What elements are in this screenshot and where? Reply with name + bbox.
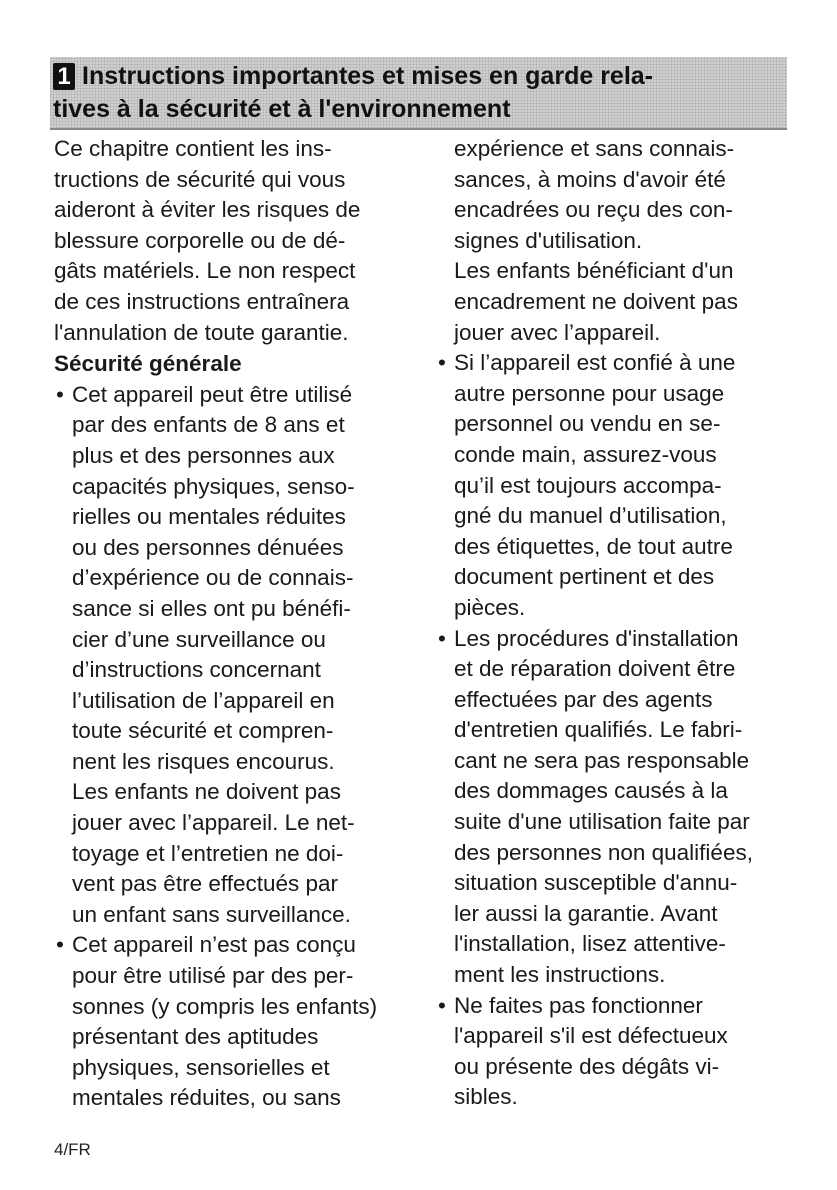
text-line: blessure corporelle ou de dé- [54, 227, 346, 253]
text-line: situation susceptible d'annu- [454, 870, 738, 896]
text-line: mentales réduites, ou sans [72, 1085, 341, 1111]
intro-paragraph [54, 134, 424, 348]
text-line: Les procédures d'installation [454, 625, 739, 651]
text-line: pièces. [454, 594, 526, 620]
text-line: l’utilisation de l’appareil en [72, 687, 335, 713]
chapter-title-line2: tives à la sécurité et à l'environnement [53, 95, 511, 123]
text-line: ment les instructions. [454, 962, 666, 988]
right-column [436, 134, 796, 1113]
bullet-dot: • [56, 381, 64, 407]
bullet-item [54, 380, 424, 931]
text-line: toute sécurité et compren- [72, 718, 334, 744]
text-line: encadrement ne doivent pas [454, 288, 738, 314]
text-line: Ce chapitre contient les ins- [54, 136, 332, 161]
text-line: Cet appareil n’est pas conçu [72, 932, 356, 958]
text-line: ler aussi la garantie. Avant [454, 900, 718, 926]
chapter-number-badge: 1 [53, 63, 75, 90]
text-line: des personnes non qualifiées, [454, 839, 753, 865]
bullet-item [436, 991, 796, 1113]
text-line: Les enfants ne doivent pas [72, 779, 341, 805]
text-line: aideront à éviter les risques de [54, 197, 361, 223]
text-line: cant ne sera pas responsable [454, 747, 750, 773]
text-line: cier d’une surveillance ou [72, 626, 326, 652]
bullet-dot: • [56, 932, 64, 958]
text-line: plus et des personnes aux [72, 442, 335, 468]
text-line: expérience et sans connais- [454, 136, 735, 161]
text-line: présentant des aptitudes [72, 1024, 319, 1050]
text-line: des dommages causés à la [454, 778, 728, 804]
text-line: ou présente des dégâts vi- [454, 1053, 720, 1079]
text-line: d'entretien qualifiés. Le fabri- [454, 717, 743, 743]
left-column [54, 134, 424, 1114]
text-line: d’instructions concernant [72, 657, 321, 683]
text-line: suite d'une utilisation faite par [454, 809, 750, 835]
text-line: conde main, assurez-vous [454, 441, 717, 467]
bullet-dot: • [438, 992, 446, 1018]
text-line: jouer avec l’appareil. [454, 319, 661, 345]
text-line: d’expérience ou de connais- [72, 565, 354, 591]
text-line: sonnes (y compris les enfants) [72, 993, 378, 1019]
bullet-dot: • [438, 625, 446, 651]
chapter-header [50, 57, 787, 130]
text-line: toyage et l’entretien ne doi- [72, 840, 344, 866]
text-line: l'installation, lisez attentive- [454, 931, 726, 957]
text-line: vent pas être effectués par [72, 871, 339, 897]
text-line: par des enfants de 8 ans et [72, 412, 345, 438]
text-line: rielles ou mentales réduites [72, 504, 346, 530]
text-line: personnel ou vendu en se- [454, 411, 721, 437]
text-line: gné du manuel d’utilisation, [454, 503, 727, 529]
text-line: jouer avec l’appareil. Le net- [72, 810, 355, 836]
text-line: encadrées ou reçu des con- [454, 197, 733, 223]
bullet-dot: • [438, 350, 446, 376]
text-line: des étiquettes, de tout autre [454, 533, 733, 559]
bullet-item [436, 624, 796, 991]
page-number: 4/FR [54, 1140, 91, 1159]
text-line: un enfant sans surveillance. [72, 901, 351, 927]
section-heading: Sécurité générale [54, 351, 242, 377]
text-line: tructions de sécurité qui vous [54, 166, 346, 192]
text-line: ou des personnes dénuées [72, 534, 344, 560]
text-line: sibles. [454, 1084, 518, 1110]
bullet-item [54, 930, 424, 1114]
text-line: effectuées par des agents [454, 686, 713, 712]
text-line: sance si elles ont pu bénéfi- [72, 595, 351, 621]
bullet-continuation [436, 134, 796, 348]
text-line: qu’il est toujours accompa- [454, 472, 722, 498]
text-line: signes d'utilisation. [454, 227, 643, 253]
text-line: Les enfants bénéficiant d'un [454, 258, 734, 284]
chapter-title-line1: Instructions importantes et mises en garde rela- [82, 62, 653, 90]
text-line: sances, à moins d'avoir été [454, 166, 726, 192]
text-line: gâts matériels. Le non respect [54, 258, 356, 284]
text-line: l'appareil s'il est défectueux [454, 1023, 728, 1049]
text-line: Si l’appareil est confié à une [454, 350, 736, 376]
text-line: nent les risques encourus. [72, 748, 335, 774]
text-line: autre personne pour usage [454, 380, 725, 406]
text-line: document pertinent et des [454, 564, 715, 590]
text-line: physiques, sensorielles et [72, 1054, 330, 1080]
text-line: de ces instructions entraînera [54, 288, 350, 314]
text-line: Cet appareil peut être utilisé [72, 381, 353, 407]
text-line: l'annulation de toute garantie. [54, 319, 349, 345]
text-line: pour être utilisé par des per- [72, 963, 354, 989]
text-line: capacités physiques, senso- [72, 473, 355, 499]
text-line: et de réparation doivent être [454, 656, 736, 682]
bullet-item [436, 348, 796, 623]
text-line: Ne faites pas fonctionner [454, 992, 703, 1018]
